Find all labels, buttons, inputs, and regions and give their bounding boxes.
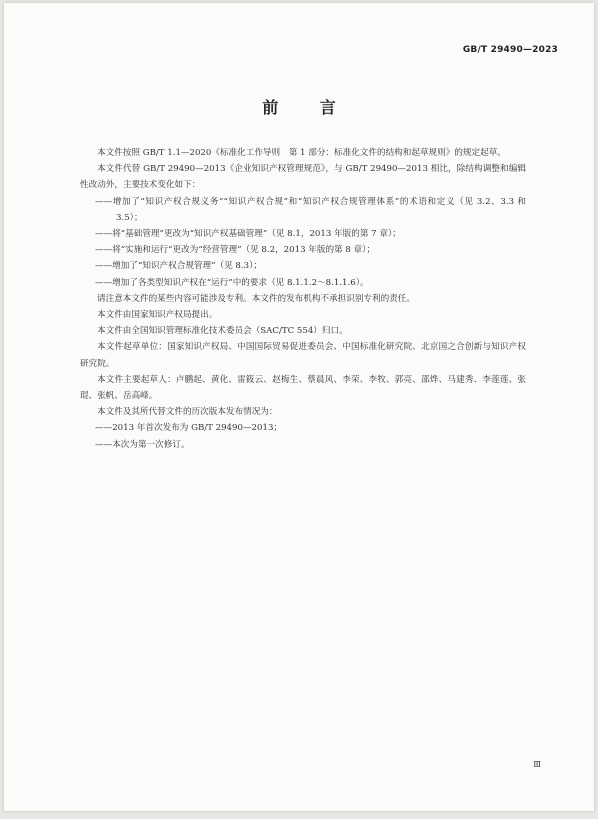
paragraph-proposer: 本文件由国家知识产权局提出。 xyxy=(97,310,218,321)
change-item-operation-management: ——将“实施和运行”更改为“经营管理”（见 8.2，2013 年版的第 8 章）； xyxy=(95,245,376,256)
foreword-title: 前 言 xyxy=(262,98,354,117)
document-code: GB/T 29490—2023 xyxy=(462,45,558,55)
change-item-operation-requirements: ——增加了各类型知识产权在“运行”中的要求（见 8.1.1.2～8.1.1.6）。 xyxy=(95,277,369,288)
paragraph-version-history: 本文件及其所代替文件的历次版本发布情况为： xyxy=(97,407,278,418)
paragraph-drafters: 本文件主要起草人：卢鹏起、黄化、雷筱云、赵梅生、蔡晨风、李荣、李牧、郭亮、邵烨、马建秀、李莲莲、张琨、张帆、岳高峰。 xyxy=(80,374,526,402)
page-number: Ⅲ xyxy=(533,760,541,769)
change-item-compliance-terms: ——增加了“知识产权合规义务”“知识产权合规”和“知识产权合规管理体系”的术语和定义（见 3.2、3.3 和 3.5）； xyxy=(95,196,526,223)
paragraph-drafting-rules: 本文件按照 GB/T 1.1—2020《标准化工作导则 第 1 部分：标准化文件的结构和起草规则》的规定起草。 xyxy=(97,148,506,158)
paragraph-replacement-note: 本文件代替 GB/T 29490—2013《企业知识产权管理规范》，与 GB/T 29490—2013 相比，除结构调整和编辑性改动外，主要技术变化如下： xyxy=(80,164,526,191)
document-page xyxy=(4,3,594,811)
history-item-first-release: ——2013 年首次发布为 GB/T 29490—2013； xyxy=(95,423,283,434)
paragraph-patent-notice: 请注意本文件的某些内容可能涉及专利。本文件的发布机构不承担识别专利的责任。 xyxy=(97,293,415,304)
change-item-basic-management: ——将“基础管理”更改为“知识产权基础管理”（见 8.1，2013 年版的第 7 章）； xyxy=(95,229,401,240)
history-item-current-revision: ——本次为第一次修订。 xyxy=(95,439,190,450)
paragraph-drafting-units: 本文件起草单位：国家知识产权局、中国国际贸易促进委员会、中国标准化研究院、北京国之合创新与知识产权研究院。 xyxy=(80,342,526,369)
change-item-compliance-management: ——增加了“知识产权合规管理”（见 8.3）； xyxy=(95,261,262,272)
foreword-body xyxy=(80,145,526,453)
paragraph-technical-committee: 本文件由全国知识管理标准化技术委员会（SAC/TC 554）归口。 xyxy=(97,326,348,337)
